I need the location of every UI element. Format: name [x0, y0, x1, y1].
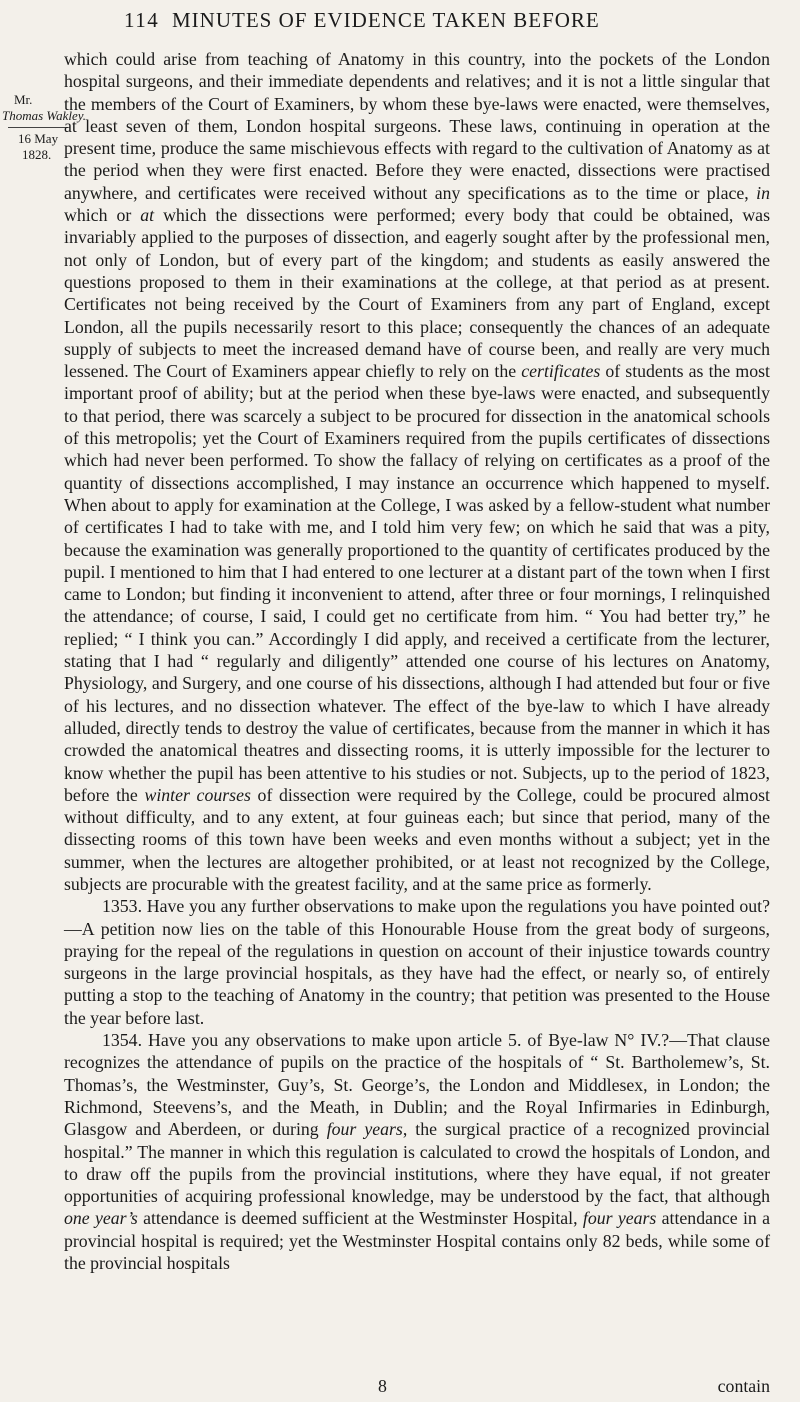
- margin-year: 1828.: [22, 147, 52, 162]
- margin-date: 16 May: [18, 131, 59, 146]
- question-1353: 1353. Have you any further observations to make upon the regulations you have pointed out?—A petition now lies on the table of this Honourable House from the great body of surgeons, praying for the repeal of the regulations in question on account of their injustice towards country surgeons in the large provincial hospitals, as they have had the effect, or nearly so, of entirely putting a stop to the teaching of Anatomy in the country; that petition was presented to the House the year before last.: [64, 896, 770, 1028]
- margin-witness-name: Thomas Wakley.: [2, 108, 87, 123]
- body-text: [64, 48, 770, 1274]
- margin-divider: [8, 127, 68, 128]
- paragraph-continuation: which could arise from teaching of Anatomy in this country, into the pockets of the London hospital surgeons, and their immediate dependents and relatives; and it is not a little singular that the members of the Court of Examiners, by whom these bye-laws were enacted, were themselves, at least seven of them, London hospital surgeons. These laws, continuing in operation at the present time, produce the same mischievous effects with regard to the cultivation of Anatomy as at the period when they were first enacted. Before they were enacted, dissections were practised anywhere, and certificates were received without any specifications as to the time or place, in which or at which the dissections were performed; every body that could be obtained, was invariably applied to the purposes of dissection, and eagerly sought after by the professional men, not only of London, but of every part of the kingdom; and students as easily answered the questions proposed to them in their examinations at the college, at that period as at present. Certificates not being received by the Court of Examiners from any part of England, except London, all the pupils necessarily resort to this place; consequently the chances of an adequate supply of subjects to meet the increased demand have of course been, and really are very much lessened. The Court of Examiners appear chiefly to rely on the certificates of students as the most important proof of ability; but at the period when these bye-laws were enacted, and subsequently to that period, there was scarcely a subject to be procured for dissection in the anatomical schools of this metropolis; yet the Court of Examiners required from the pupils certificates of dissections which had never been performed. To show the fallacy of relying on certificates as a proof of the quantity of dissections accomplished, I may instance an occurrence which happened to myself. When about to apply for examination at the College, I was asked by a fellow-student what number of certificates I had to take with me, and I told him very few; on which he said that was a pity, because the examination was generally proportioned to the quantity of certificates produced by the pupil. I mentioned to him that I had entered to one lecturer at a distant part of the town when I first came to London; but finding it inconvenient to attend, after three or four mornings, I relinquished the attendance; of course, I said, I could get no certificate from him. “ You had better try,” he replied; “ I think you can.” Accordingly I did apply, and received a certificate from the lecturer, stating that I had “ regularly and diligently” attended one course of his lectures on Anatomy, Physiology, and Surgery, and one course of his dissections, although I had attended but four or five of his lectures, and no dissection whatever. The effect of the bye-law to which I have already alluded, directly tends to destroy the value of certificates, because from the manner in which it has crowded the anatomical theatres and dissecting rooms, it is utterly impossible for the lecturer to know whether the pupil has been attentive to his studies or not. Subjects, up to the period of 1823, before the winter courses of dissection were required by the College, could be procured almost without difficulty, and to any extent, at four guineas each; but since that period, many of the dissecting rooms of this town have been weeks and even months without a subject; yet in the summer, when the lectures are altogether prohibited, or at least not recognized by the College, subjects are procurable with the greatest facility, and at the same price as formerly.: [64, 49, 770, 894]
- page-header: [124, 4, 774, 38]
- catchword: contain: [717, 1376, 770, 1396]
- page-footer: [64, 1376, 770, 1400]
- signature-mark: 8: [378, 1376, 387, 1396]
- question-1354: 1354. Have you any observations to make upon article 5. of Bye-law N° IV.?—That clause recognizes the attendance of pupils on the practice of the hospitals of “ St. Bartholemew’s, St. Thomas’s, the Westminster, Guy’s, St. George’s, the London and Middlesex, in London; the Richmond, Steevens’s, and the Meath, in Dublin; and the Royal Infirmaries in Edinburgh, Glasgow and Aberdeen, or during four years, the surgical practice of a recognized provincial hospital.” The manner in which this regulation is calculated to crowd the hospitals of London, and to draw off the pupils from the provincial institutions, where they have equal, if not greater opportunities of acquiring professional knowledge, may be understood by the fact, that although one year’s attendance is deemed sufficient at the Westminster Hospital, four years attendance in a provincial hospital is required; yet the Westminster Hospital contains only 82 beds, while some of the provincial hospitals: [64, 1030, 770, 1274]
- margin-witness-title: Mr.: [14, 92, 33, 107]
- page-number: 114: [124, 8, 160, 32]
- running-title: MINUTES OF EVIDENCE TAKEN BEFORE: [172, 8, 600, 32]
- margin-note: [2, 92, 87, 163]
